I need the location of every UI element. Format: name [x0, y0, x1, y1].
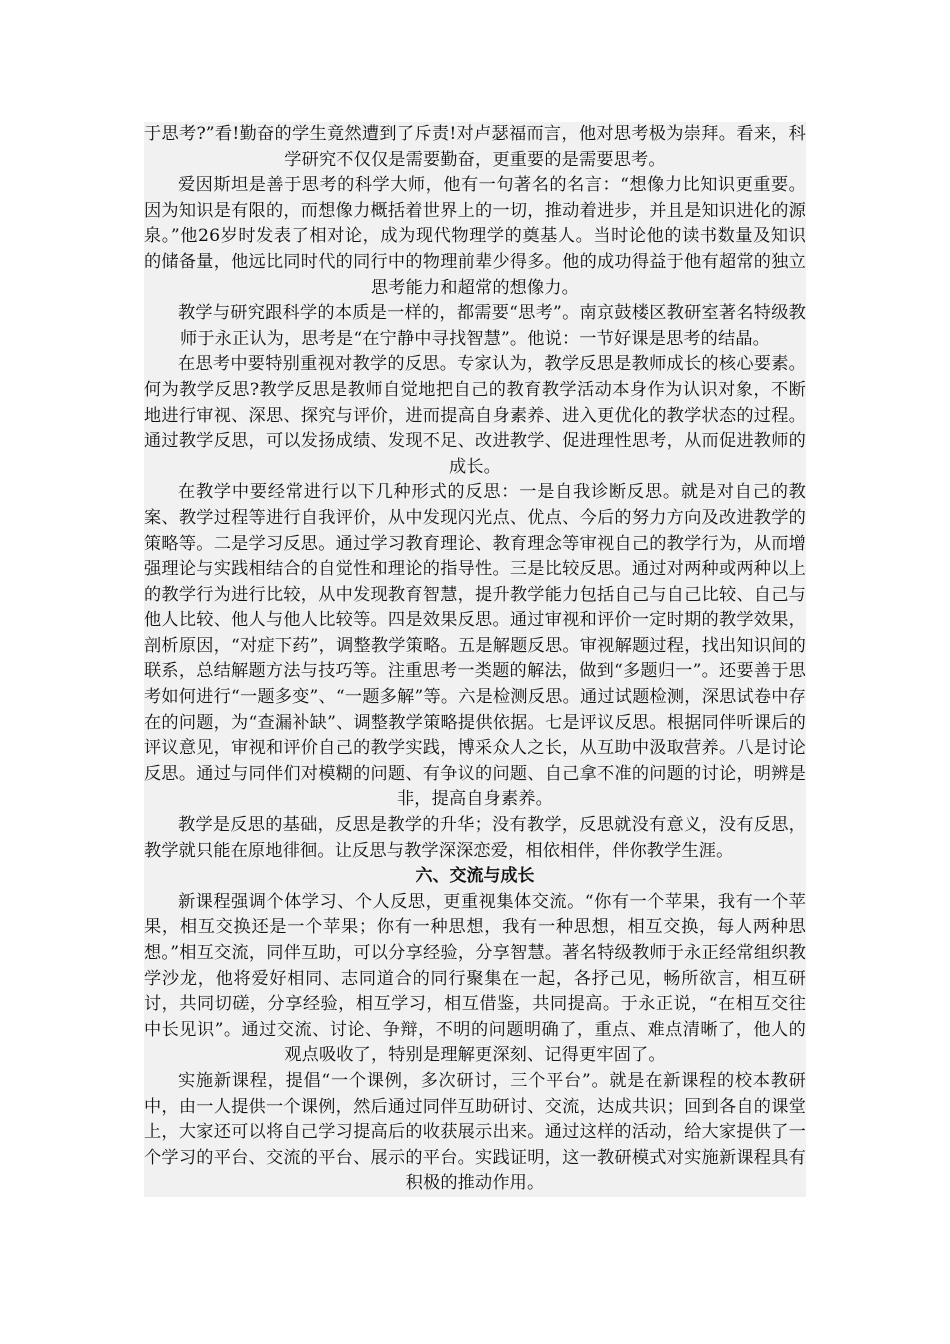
paragraph-rutherford: 于思考?”看!勤奋的学生竟然遭到了斥责!对卢瑟福而言，他对思考极为崇拜。看来，科学研究不仅仅是需要勤奋，更重要的是需要思考。 — [144, 122, 806, 173]
paragraph-new-curriculum: 实施新课程，提倡“一个课例，多次研讨，三个平台”。就是在新课程的校本教研中，由一人提供一个课例，然后通过同伴互助研讨、交流，达成共识；回到各自的课堂上，大家还可以将自己学习提高后的收获展示出来。通过这样的活动，给大家提供了一个学习的平台、交流的平台、展示的平台。实践证明，这一教研模式对实施新课程具有积极的推动作用。 — [144, 1069, 806, 1197]
paragraph-teaching-research: 教学与研究跟科学的本质是一样的，都需要“思考”。南京鼓楼区教研室著名特级教师于永正认为，思考是“在宁静中寻找智慧”。他说：一节好课是思考的结晶。 — [144, 301, 806, 352]
section-heading: 六、交流与成长 — [144, 864, 806, 890]
paragraph-reflection-types: 在教学中要经常进行以下几种形式的反思：一是自我诊断反思。就是对自己的教案、教学过程等进行自我评价，从中发现闪光点、优点、今后的努力方向及改进教学的策略等。二是学习反思。通过学习教育理论、教育理念等审视自己的教学行为，从而增强理论与实践相结合的自觉性和理论的指导性。三是比较反思。通过对两种或两种以上的教学行为进行比较，从中发现教育智慧，提升教学能力包括自己与自己比较、自己与他人比较、他人与他人比较等。四是效果反思。通过审视和评价一定时期的教学效果，剖析原因，“对症下药”，调整教学策略。五是解题反思。审视解题过程，找出知识间的联系，总结解题方法与技巧等。注重思考一类题的解法，做到“多题归一”。还要善于思考如何进行“一题多变”、“一题多解”等。六是检测反思。通过试题检测，深思试卷中存在的问题，为“查漏补缺”、调整教学策略提供依据。七是评议反思。根据同伴听课后的评议意见，审视和评价自己的教学实践，博采众人之长，从互助中汲取营养。八是讨论反思。通过与同伴们对模糊的问题、有争议的问题、自己拿不准的问题的讨论，明辨是非，提高自身素养。 — [144, 480, 806, 813]
document-page — [144, 122, 806, 1197]
paragraph-exchange: 新课程强调个体学习、个人反思，更重视集体交流。“你有一个苹果，我有一个苹果，相互交换还是一个苹果；你有一种思想，我有一种思想，相互交换，每人两种思想。”相互交流，同伴互助，可以分享经验，分享智慧。著名特级教师于永正经常组织教学沙龙，他将爱好相同、志同道合的同行聚集在一起，各抒己见，畅所欲言，相互研讨，共同切磋，分享经验，相互学习，相互借鉴，共同提高。于永正说，“在相互交往中长见识”。通过交流、讨论、争辩，不明的问题明确了，重点、难点清晰了，他人的观点吸收了，特别是理解更深刻、记得更牢固了。 — [144, 890, 806, 1069]
paragraph-reflection-definition: 在思考中要特别重视对教学的反思。专家认为，教学反思是教师成长的核心要素。何为教学反思?教学反思是教师自觉地把自己的教育教学活动本身作为认识对象，不断地进行审视、深思、探究与评价，进而提高自身素养、进入更优化的教学状态的过程。通过教学反思，可以发扬成绩、发现不足、改进教学、促进理性思考，从而促进教师的成长。 — [144, 352, 806, 480]
paragraph-reflection-summary: 教学是反思的基础，反思是教学的升华；没有教学，反思就没有意义，没有反思，教学就只能在原地徘徊。让反思与教学深深恋爱，相依相伴，伴你教学生涯。 — [144, 813, 806, 864]
paragraph-einstein: 爱因斯坦是善于思考的科学大师，他有一句著名的名言：“想像力比知识更重要。因为知识是有限的，而想像力概括着世界上的一切，推动着进步，并且是知识进化的源泉。”他26岁时发表了相对论，成为现代物理学的奠基人。当时论他的读书数量及知识的储备量，他远比同时代的同行中的物理前辈少得多。他的成功得益于他有超常的独立思考能力和超常的想像力。 — [144, 173, 806, 301]
